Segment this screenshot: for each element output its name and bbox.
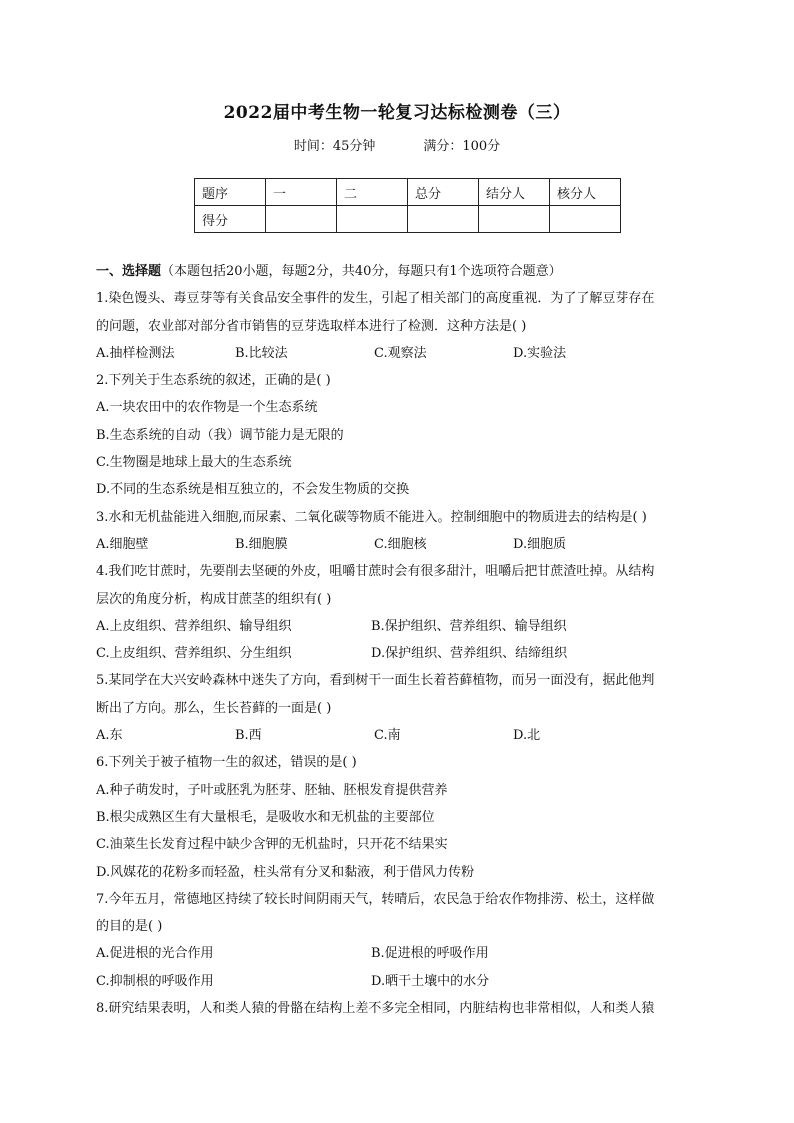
exam-subtitle <box>0 135 794 154</box>
exam-title: 2022届中考生物一轮复习达标检测卷（三） <box>223 103 571 123</box>
answer-option: D.晒干土壤中的水分 <box>371 973 490 989</box>
answer-option: C.南 <box>374 728 401 744</box>
options-row <box>96 640 702 667</box>
score-table-header: 结分人 <box>479 179 550 206</box>
score-table-header: 核分人 <box>550 179 621 206</box>
question <box>96 285 702 367</box>
answer-option: B.根尖成熟区生有大量根毛，是吸收水和无机盐的主要部位 <box>96 809 435 825</box>
question <box>96 749 702 885</box>
answer-option: D.细胞质 <box>513 536 567 552</box>
time-limit: 时间：45分钟 <box>293 139 376 154</box>
answer-option: A.上皮组织、营养组织、输导组织 <box>96 618 292 634</box>
question-stem: 4.我们吃甘蔗时，先要削去坚硬的外皮，咀嚼甘蔗时会有很多甜汁，咀嚼后把甘蔗渣吐掉。从结构 <box>96 564 655 580</box>
question-stem: 7.今年五月，常德地区持续了较长时间阴雨天气，转晴后，农民急于给农作物排涝、松土，这样做 <box>96 891 655 907</box>
section-heading <box>96 258 702 285</box>
question <box>96 558 702 667</box>
answer-option: B.细胞膜 <box>235 536 288 552</box>
answer-option: D.不同的生态系统是相互独立的，不会发生物质的交换 <box>96 482 410 498</box>
answer-option: A.种子萌发时，子叶或胚乳为胚芽、胚轴、胚根发育提供营养 <box>96 782 448 798</box>
answer-option: B.比较法 <box>235 345 288 361</box>
answer-option: D.风媒花的花粉多而轻盈，柱头常有分叉和黏液，利于借风力传粉 <box>96 864 475 880</box>
answer-option: A.促进根的光合作用 <box>96 946 214 962</box>
answer-option: B.生态系统的自动（我）调节能力是无限的 <box>96 427 344 443</box>
answer-option: A.细胞壁 <box>96 536 149 552</box>
score-table-header: 题序 <box>195 179 266 206</box>
question-stem: 2.下列关于生态系统的叙述，正确的是( ) <box>96 373 331 389</box>
options-row <box>96 968 702 995</box>
score-table-header: 二 <box>337 179 408 206</box>
score-cell <box>550 206 621 233</box>
options-row <box>96 722 702 749</box>
answer-option: C.上皮组织、营养组织、分生组织 <box>96 646 292 662</box>
exam-content <box>96 258 702 1022</box>
answer-option: A.抽样检测法 <box>96 345 175 361</box>
answer-option: C.油菜生长发育过程中缺少含钾的无机盐时，只开花不结果实 <box>96 837 448 853</box>
answer-option: A.一块农田中的农作物是一个生态系统 <box>96 400 318 416</box>
score-cell <box>408 206 479 233</box>
full-score: 满分：100分 <box>423 139 501 154</box>
answer-option: B.西 <box>235 728 262 744</box>
question-stem: 断出了方向。那么，生长苔藓的一面是( ) <box>96 700 332 716</box>
score-cell <box>266 206 337 233</box>
score-table <box>194 178 621 233</box>
options-row <box>96 531 702 558</box>
question <box>96 886 702 995</box>
answer-option: A.东 <box>96 728 123 744</box>
score-table-header: 一 <box>266 179 337 206</box>
section-title: 一、选择题 <box>96 264 162 279</box>
question-stem: 8.研究结果表明，人和类人猿的骨骼在结构上差不多完全相同，内脏结构也非常相似，人和类人猿 <box>96 1001 655 1017</box>
question-stem: 的目的是( ) <box>96 919 163 935</box>
score-table-score-row <box>195 206 621 233</box>
score-cell <box>337 206 408 233</box>
answer-option: B.促进根的呼吸作用 <box>371 946 489 962</box>
options-row <box>96 613 702 640</box>
answer-option: B.保护组织、营养组织、输导组织 <box>371 618 567 634</box>
score-cell <box>479 206 550 233</box>
options-row <box>96 340 702 367</box>
section-note: （本题包括20小题，每题2分，共40分，每题只有1个选项符合题意） <box>161 264 562 279</box>
question-stem: 的问题，农业部对部分省市销售的豆芽选取样本进行了检测．这种方法是( ) <box>96 318 527 334</box>
question-stem: 5.某同学在大兴安岭森林中迷失了方向，看到树干一面生长着苔藓植物，而另一面没有，据此他判 <box>96 673 655 689</box>
question <box>96 367 702 503</box>
score-table-header: 总分 <box>408 179 479 206</box>
question-stem: 1.染色馒头、毒豆芽等有关食品安全事件的发生，引起了相关部门的高度重视．为了了解豆芽存在 <box>96 291 655 307</box>
question-list <box>96 285 702 1022</box>
question-stem: 层次的角度分析，构成甘蔗茎的组织有( ) <box>96 591 332 607</box>
answer-option: D.北 <box>513 728 541 744</box>
question <box>96 667 702 749</box>
question <box>96 995 702 1022</box>
options-row <box>96 940 702 967</box>
question-stem: 6.下列关于被子植物一生的叙述，错误的是( ) <box>96 755 357 771</box>
answer-option: D.保护组织、营养组织、结缔组织 <box>371 646 568 662</box>
score-row-label: 得分 <box>195 206 266 233</box>
question-stem: 3.水和无机盐能进入细胞,而尿素、二氧化碳等物质不能进入。控制细胞中的物质进去的结构是( ) <box>96 509 647 525</box>
score-table-header-row <box>195 179 621 206</box>
answer-option: C.抑制根的呼吸作用 <box>96 973 214 989</box>
answer-option: D.实验法 <box>513 345 567 361</box>
answer-option: C.细胞核 <box>374 536 427 552</box>
question <box>96 504 702 559</box>
answer-option: C.观察法 <box>374 345 427 361</box>
answer-option: C.生物圈是地球上最大的生态系统 <box>96 455 292 471</box>
